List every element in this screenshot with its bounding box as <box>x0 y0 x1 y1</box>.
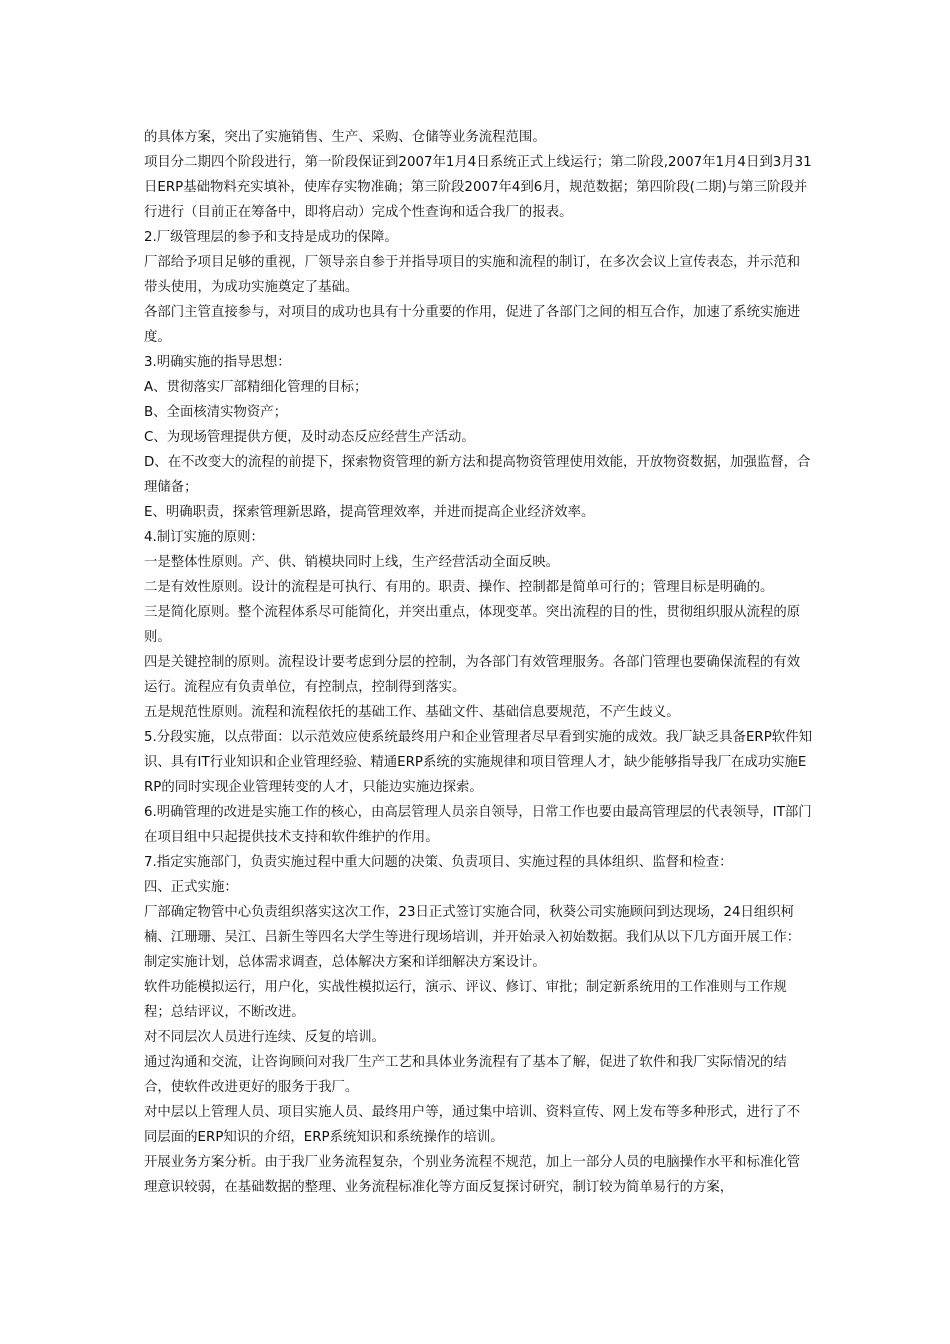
list-item: D、在不改变大的流程的前提下，探索物资管理的新方法和提高物资管理使用效能，开放物资数据，加强监督，合理储备； <box>144 455 811 495</box>
paragraph: 软件功能模拟运行，用户化，实战性模拟运行，演示、评议、修订、审批；制定新系统用的工作准则与工作规程；总结评议，不断改进。 <box>144 980 787 1020</box>
paragraph: 开展业务方案分析。由于我厂业务流程复杂，个别业务流程不规范，加上一部分人员的电脑操作水平和标准化管理意识较弱，在基础数据的整理、业务流程标准化等方面反复探讨研究，制订较为简单易行的方案， <box>144 1155 801 1195</box>
section-heading: 四、正式实施： <box>144 880 238 895</box>
list-item: C、为现场管理提供方便，及时动态反应经营生产活动。 <box>144 430 475 445</box>
list-item: 二是有效性原则。设计的流程是可执行、有用的。职责、操作、控制都是简单可行的；管理目标是明确的。 <box>144 580 774 595</box>
paragraph: 项目分二期四个阶段进行，第一阶段保证到2007年1月4日系统正式上线运行；第二阶段,2007年1月4日到3月31日ERP基础物料充实填补，使库存实物准确；第三阶段2007年4到6月，规范数据；第四阶段(二期)与第三阶段并行进行（目前正在筹备中，即将启动）完成个性查询和适合我厂的报表。 <box>144 155 812 220</box>
paragraph: 各部门主管直接参与，对项目的成功也具有十分重要的作用，促进了各部门之间的相互合作，加速了系统实施进度。 <box>144 305 801 345</box>
section-heading: 3.明确实施的指导思想： <box>144 355 291 370</box>
paragraph: 制定实施计划，总体需求调查，总体解决方案和详细解决方案设计。 <box>144 955 546 970</box>
section-heading: 2.厂级管理层的参予和支持是成功的保障。 <box>144 230 398 245</box>
list-item: 五是规范性原则。流程和流程依托的基础工作、基础文件、基础信息要规范，不产生歧义。 <box>144 705 680 720</box>
paragraph: 厂部确定物管中心负责组织落实这次工作，23日正式签订实施合同，秋葵公司实施顾问到达现场，24日组织柯楠、江珊珊、吴江、吕新生等四名大学生等进行现场培训，并开始录入初始数据。我们从以下几方面开展工作： <box>144 905 801 945</box>
paragraph: 厂部给予项目足够的重视，厂领导亲自参于并指导项目的实施和流程的制订，在多次会议上宣传表态，并示范和带头使用，为成功实施奠定了基础。 <box>144 255 801 295</box>
list-item: B、全面核清实物资产； <box>144 405 288 420</box>
paragraph: 对不同层次人员进行连续、反复的培训。 <box>144 1030 386 1045</box>
document-page <box>144 125 812 1200</box>
paragraph: 6.明确管理的改进是实施工作的核心，由高层管理人员亲自领导，日常工作也要由最高管理层的代表领导，IT部门在项目组中只起提供技术支持和软件维护的作用。 <box>144 805 812 845</box>
paragraph: 的具体方案，突出了实施销售、生产、采购、仓储等业务流程范围。 <box>144 130 546 145</box>
section-heading: 4.制订实施的原则： <box>144 530 264 545</box>
list-item: 三是简化原则。整个流程体系尽可能简化，并突出重点，体现变革。突出流程的目的性，贯彻组织服从流程的原则。 <box>144 605 801 645</box>
paragraph: 对中层以上管理人员、项目实施人员、最终用户等，通过集中培训、资料宣传、网上发布等多种形式，进行了不同层面的ERP知识的介绍，ERP系统知识和系统操作的培训。 <box>144 1105 801 1145</box>
list-item: 一是整体性原则。产、供、销模块同时上线，生产经营活动全面反映。 <box>144 555 560 570</box>
list-item: A、贯彻落实厂部精细化管理的目标； <box>144 380 368 395</box>
list-item: 四是关键控制的原则。流程设计要考虑到分层的控制，为各部门有效管理服务。各部门管理也要确保流程的有效运行。流程应有负责单位，有控制点，控制得到落实。 <box>144 655 801 695</box>
paragraph: 7.指定实施部门，负责实施过程中重大问题的决策、负责项目、实施过程的具体组织、监督和检查： <box>144 855 733 870</box>
list-item: E、明确职责，探索管理新思路，提高管理效率，并进而提高企业经济效率。 <box>144 505 595 520</box>
paragraph: 通过沟通和交流，让咨询顾问对我厂生产工艺和具体业务流程有了基本了解，促进了软件和我厂实际情况的结合，使软件改进更好的服务于我厂。 <box>144 1055 787 1095</box>
paragraph: 5.分段实施，以点带面：以示范效应使系统最终用户和企业管理者尽早看到实施的成效。我厂缺乏具备ERP软件知识、具有IT行业知识和企业管理经验、精通ERP系统的实施规律和项目管理人才，缺少能够指导我厂在成功实施ERP的同时实现企业管理转变的人才，只能边实施边探索。 <box>144 730 812 795</box>
